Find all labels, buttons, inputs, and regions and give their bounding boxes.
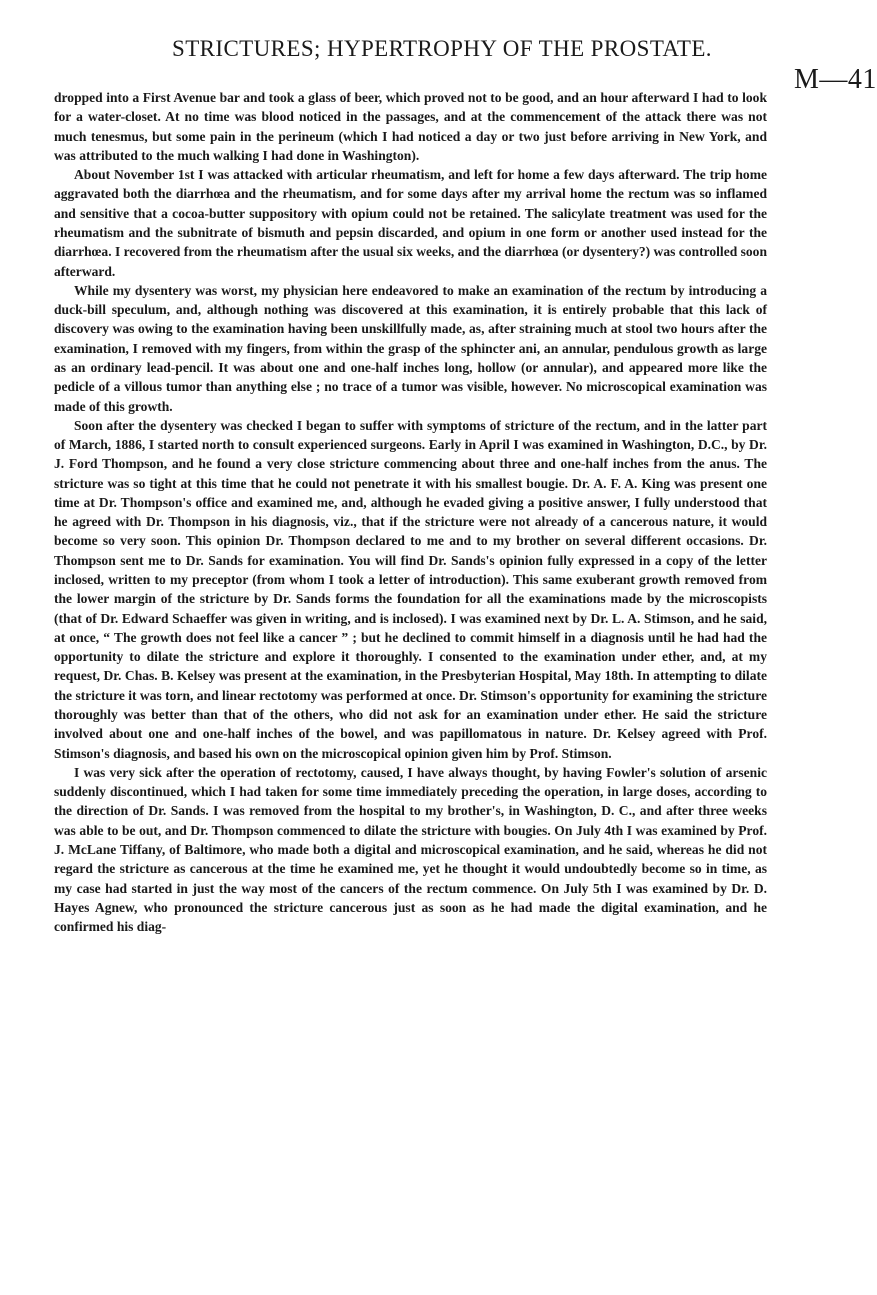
- running-head: [172, 36, 877, 95]
- paragraph: About November 1st I was attacked with articular rheumatism, and left for home a few days afterward. The trip home aggravated both the diarrhœa and the rheumatism, and for some days after my arrival home the rectum was so inflamed and sensitive that a cocoa-butter suppository with opium could not be retained. The salicylate treatment was used for the rheumatism and the subnitrate of bismuth and pepsin discarded, and opium in one form or another used instead for the diarrhœa. I recovered from the rheumatism after the usual six weeks, and the diarrhœa (or dysentery?) was controlled soon afterward.: [54, 167, 767, 279]
- running-head-title: STRICTURES; HYPERTROPHY OF THE PROSTATE.: [172, 36, 712, 61]
- paragraph: dropped into a First Avenue bar and took a glass of beer, which proved not to be good, and an hour afterward I had to look for a water-closet. At no time was blood noticed in the passages, and at the commencement of the attack there was not much tenesmus, but some pain in the perineum (which I had noticed a day or two just before arriving in New York, and was attributed to the much walking I had done in Washington).: [54, 90, 767, 163]
- paragraph: While my dysentery was worst, my physician here endeavored to make an examination of the rectum by introducing a duck-bill speculum, and, although nothing was discovered at this examination, it is entirely probable that this lack of discovery was owing to the examination having been unskillfully made, as, after straining much at stool two hours after the examination, I removed with my fingers, from within the grasp of the sphincter ani, an annular, pendulous growth as large as an ordinary lead-pencil. It was about one and one-half inches long, hollow (or annular), and appeared more like the pedicle of a villous tumor than anything else ; no trace of a tumor was visible, however. No microscopical examination was made of this growth.: [54, 282, 767, 414]
- paragraph: I was very sick after the operation of rectotomy, caused, I have always thought, by having Fowler's solution of arsenic suddenly discontinued, which I had taken for some time immediately preceding the operation, in large doses, according to the direction of Dr. Sands. I was removed from the hospital to my brother's, in Washington, D. C., and after three weeks was able to be out, and Dr. Thompson commenced to dilate the stricture with bougies. On July 4th I was examined by Prof. J. McLane Tiffany, of Baltimore, who made both a digital and microscopical examination, and he said, whereas he did not regard the stricture as cancerous at the time he examined me, yet he thought it would undoubtedly become so in time, as my case had started in just the way most of the cancers of the rectum commence. On July 5th I was examined by Dr. D. Hayes Agnew, who pronounced the stricture cancerous just as soon as he had made the digital examination, and he confirmed his diag-: [54, 764, 767, 935]
- paragraph: Soon after the dysentery was checked I began to suffer with symptoms of stricture of the rectum, and in the latter part of March, 1886, I started north to consult experienced surgeons. Early in April I was examined in Washington, D.C., by Dr. J. Ford Thompson, and he found a very close stricture commencing about three and one-half inches from the anus. The stricture was so tight at this time that he could not penetrate it with his smallest bougie. Dr. A. F. A. King was present one time at Dr. Thompson's office and examined me, and, although he evaded giving a positive answer, I fully understood that he agreed with Dr. Thompson in his diagnosis, viz., that if the stricture were not already of a cancerous nature, it would become so very soon. This opinion Dr. Thompson declared to me and to my brother on several different occasions. Dr. Thompson sent me to Dr. Sands for examination. You will find Dr. Sands's opinion fully expressed in a copy of the letter inclosed, written to my preceptor (from whom I took a letter of introduction). This same exuberant growth removed from the lower margin of the stricture by Dr. Sands forms the foundation for all the examinations made by the microscopists (that of Dr. Edward Schaeffer was given in writing, and is inclosed). I was examined next by Dr. L. A. Stimson, and he said, at once, “ The growth does not feel like a cancer ” ; but he declined to commit himself in a diagnosis until he had had the opportunity to dilate the stricture and explore it thoroughly. I consented to the examination under ether, and, at my request, Dr. Chas. B. Kelsey was present at the examination, in the Presbyterian Hospital, May 18th. In attempting to dilate the stricture it was torn, and linear rectotomy was performed at once. Dr. Stimson's opportunity for examining the stricture thoroughly was better than that of the others, who did not ask for an examination under ether. He said the stricture involved about one and one-half inches of the bowel, and was papillomatous in nature. Dr. Kelsey agreed with Prof. Stimson's diagnosis, and based his own on the microscopical opinion given him by Prof. Stimson.: [54, 417, 767, 761]
- page-folio: M—41: [794, 64, 877, 95]
- body-text: [54, 88, 767, 936]
